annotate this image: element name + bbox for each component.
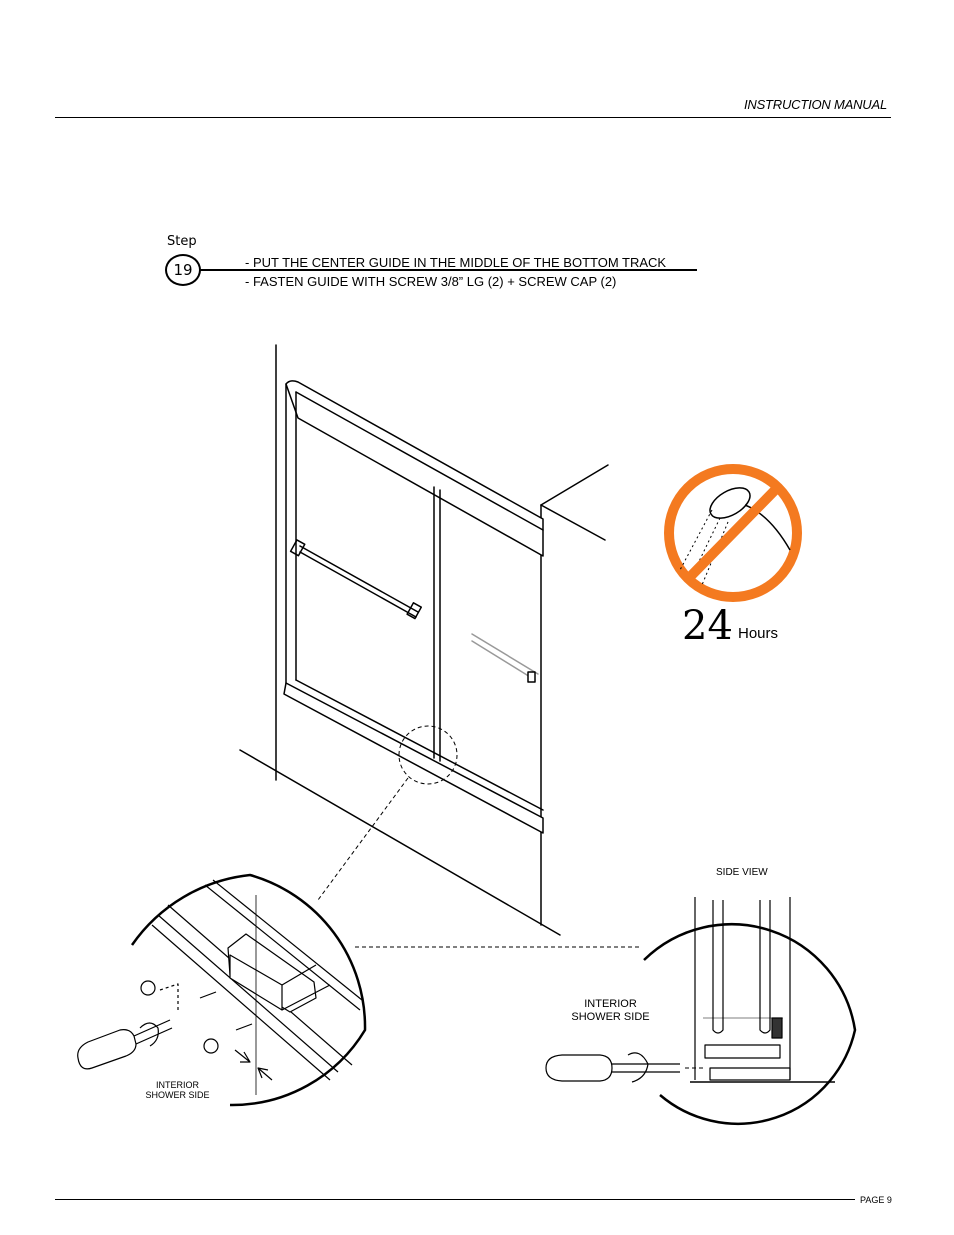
interior-shower-side-label-left: INTERIOR SHOWER SIDE bbox=[145, 1080, 210, 1100]
page-number: PAGE 9 bbox=[860, 1195, 892, 1205]
instruction-line-1: - PUT THE CENTER GUIDE IN THE MIDDLE OF THE BOTTOM TRACK bbox=[245, 255, 667, 270]
manual-title: INSTRUCTION MANUAL bbox=[743, 97, 887, 112]
side-view-label: SIDE VIEW bbox=[716, 867, 768, 878]
instruction-line-2: - FASTEN GUIDE WITH SCREW 3/8” LG (2) + SCREW CAP (2) bbox=[245, 274, 617, 289]
step-number-badge: 19 bbox=[165, 254, 201, 286]
footer-rule bbox=[55, 1199, 855, 1200]
step-label: Step bbox=[167, 234, 197, 249]
wait-time-unit: Hours bbox=[738, 625, 779, 642]
wait-time-number: 24 bbox=[682, 603, 733, 649]
interior-shower-side-label-right: INTERIOR SHOWER SIDE bbox=[571, 998, 650, 1023]
no-shower-icon bbox=[669, 469, 797, 597]
